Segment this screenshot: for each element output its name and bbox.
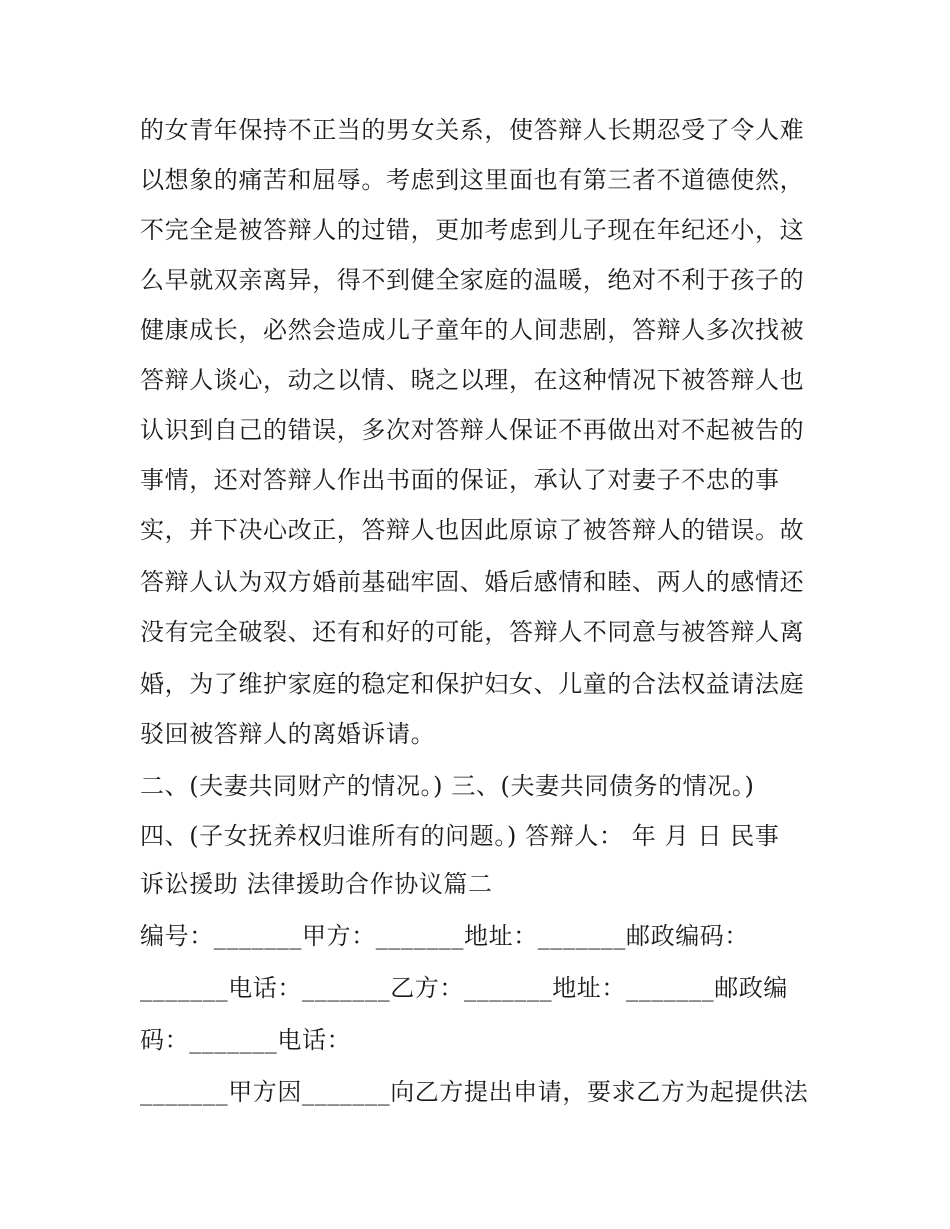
text-line: _______甲方因_______向乙方提出申请，要求乙方为起提供法 <box>140 1078 809 1106</box>
form-field-line: _______电话：_______乙方：_______地址：_______邮政编 <box>140 974 788 1002</box>
text-line: 驳回被答辩人的离婚诉请。 <box>140 720 436 748</box>
text-line: 认识到自己的错误，多次对答辩人保证不再做出对不起被告的 <box>140 416 805 444</box>
form-field-line: 码：_______电话： <box>140 1026 352 1054</box>
agreement-title-line: 诉讼援助 法律援助合作协议篇二 <box>140 870 493 898</box>
text-line: 以想象的痛苦和屈辱。考虑到这里面也有第三者不道德使然， <box>140 166 805 194</box>
section-heading-line: 四、(子女抚养权归谁所有的问题。) 答辩人： 年 月 日 民事 <box>140 822 780 850</box>
text-line: 的女青年保持不正当的男女关系，使答辩人长期忍受了令人难 <box>140 116 805 144</box>
text-line: 答辩人认为双方婚前基础牢固、婚后感情和睦、两人的感情还 <box>140 568 805 596</box>
section-heading-line: 二、(夫妻共同财产的情况。) 三、(夫妻共同债务的情况。) <box>140 772 755 800</box>
text-line: 实，并下决心改正，答辩人也因此原谅了被答辩人的错误。故 <box>140 516 805 544</box>
text-line: 答辩人谈心，动之以情、晓之以理，在这种情况下被答辩人也 <box>140 366 805 394</box>
text-line: 事情，还对答辩人作出书面的保证，承认了对妻子不忠的事 <box>140 466 780 494</box>
form-field-line: 编号：_______甲方：_______地址：_______邮政编码： <box>140 922 749 950</box>
text-line: 没有完全破裂、还有和好的可能，答辩人不同意与被答辩人离 <box>140 618 805 646</box>
text-line: 健康成长，必然会造成儿子童年的人间悲剧，答辩人多次找被 <box>140 316 805 344</box>
text-line: 么早就双亲离异，得不到健全家庭的温暖，绝对不利于孩子的 <box>140 266 805 294</box>
text-line: 婚，为了维护家庭的稳定和保护妇女、儿童的合法权益请法庭 <box>140 670 805 698</box>
text-line: 不完全是被答辩人的过错，更加考虑到儿子现在年纪还小，这 <box>140 216 805 244</box>
